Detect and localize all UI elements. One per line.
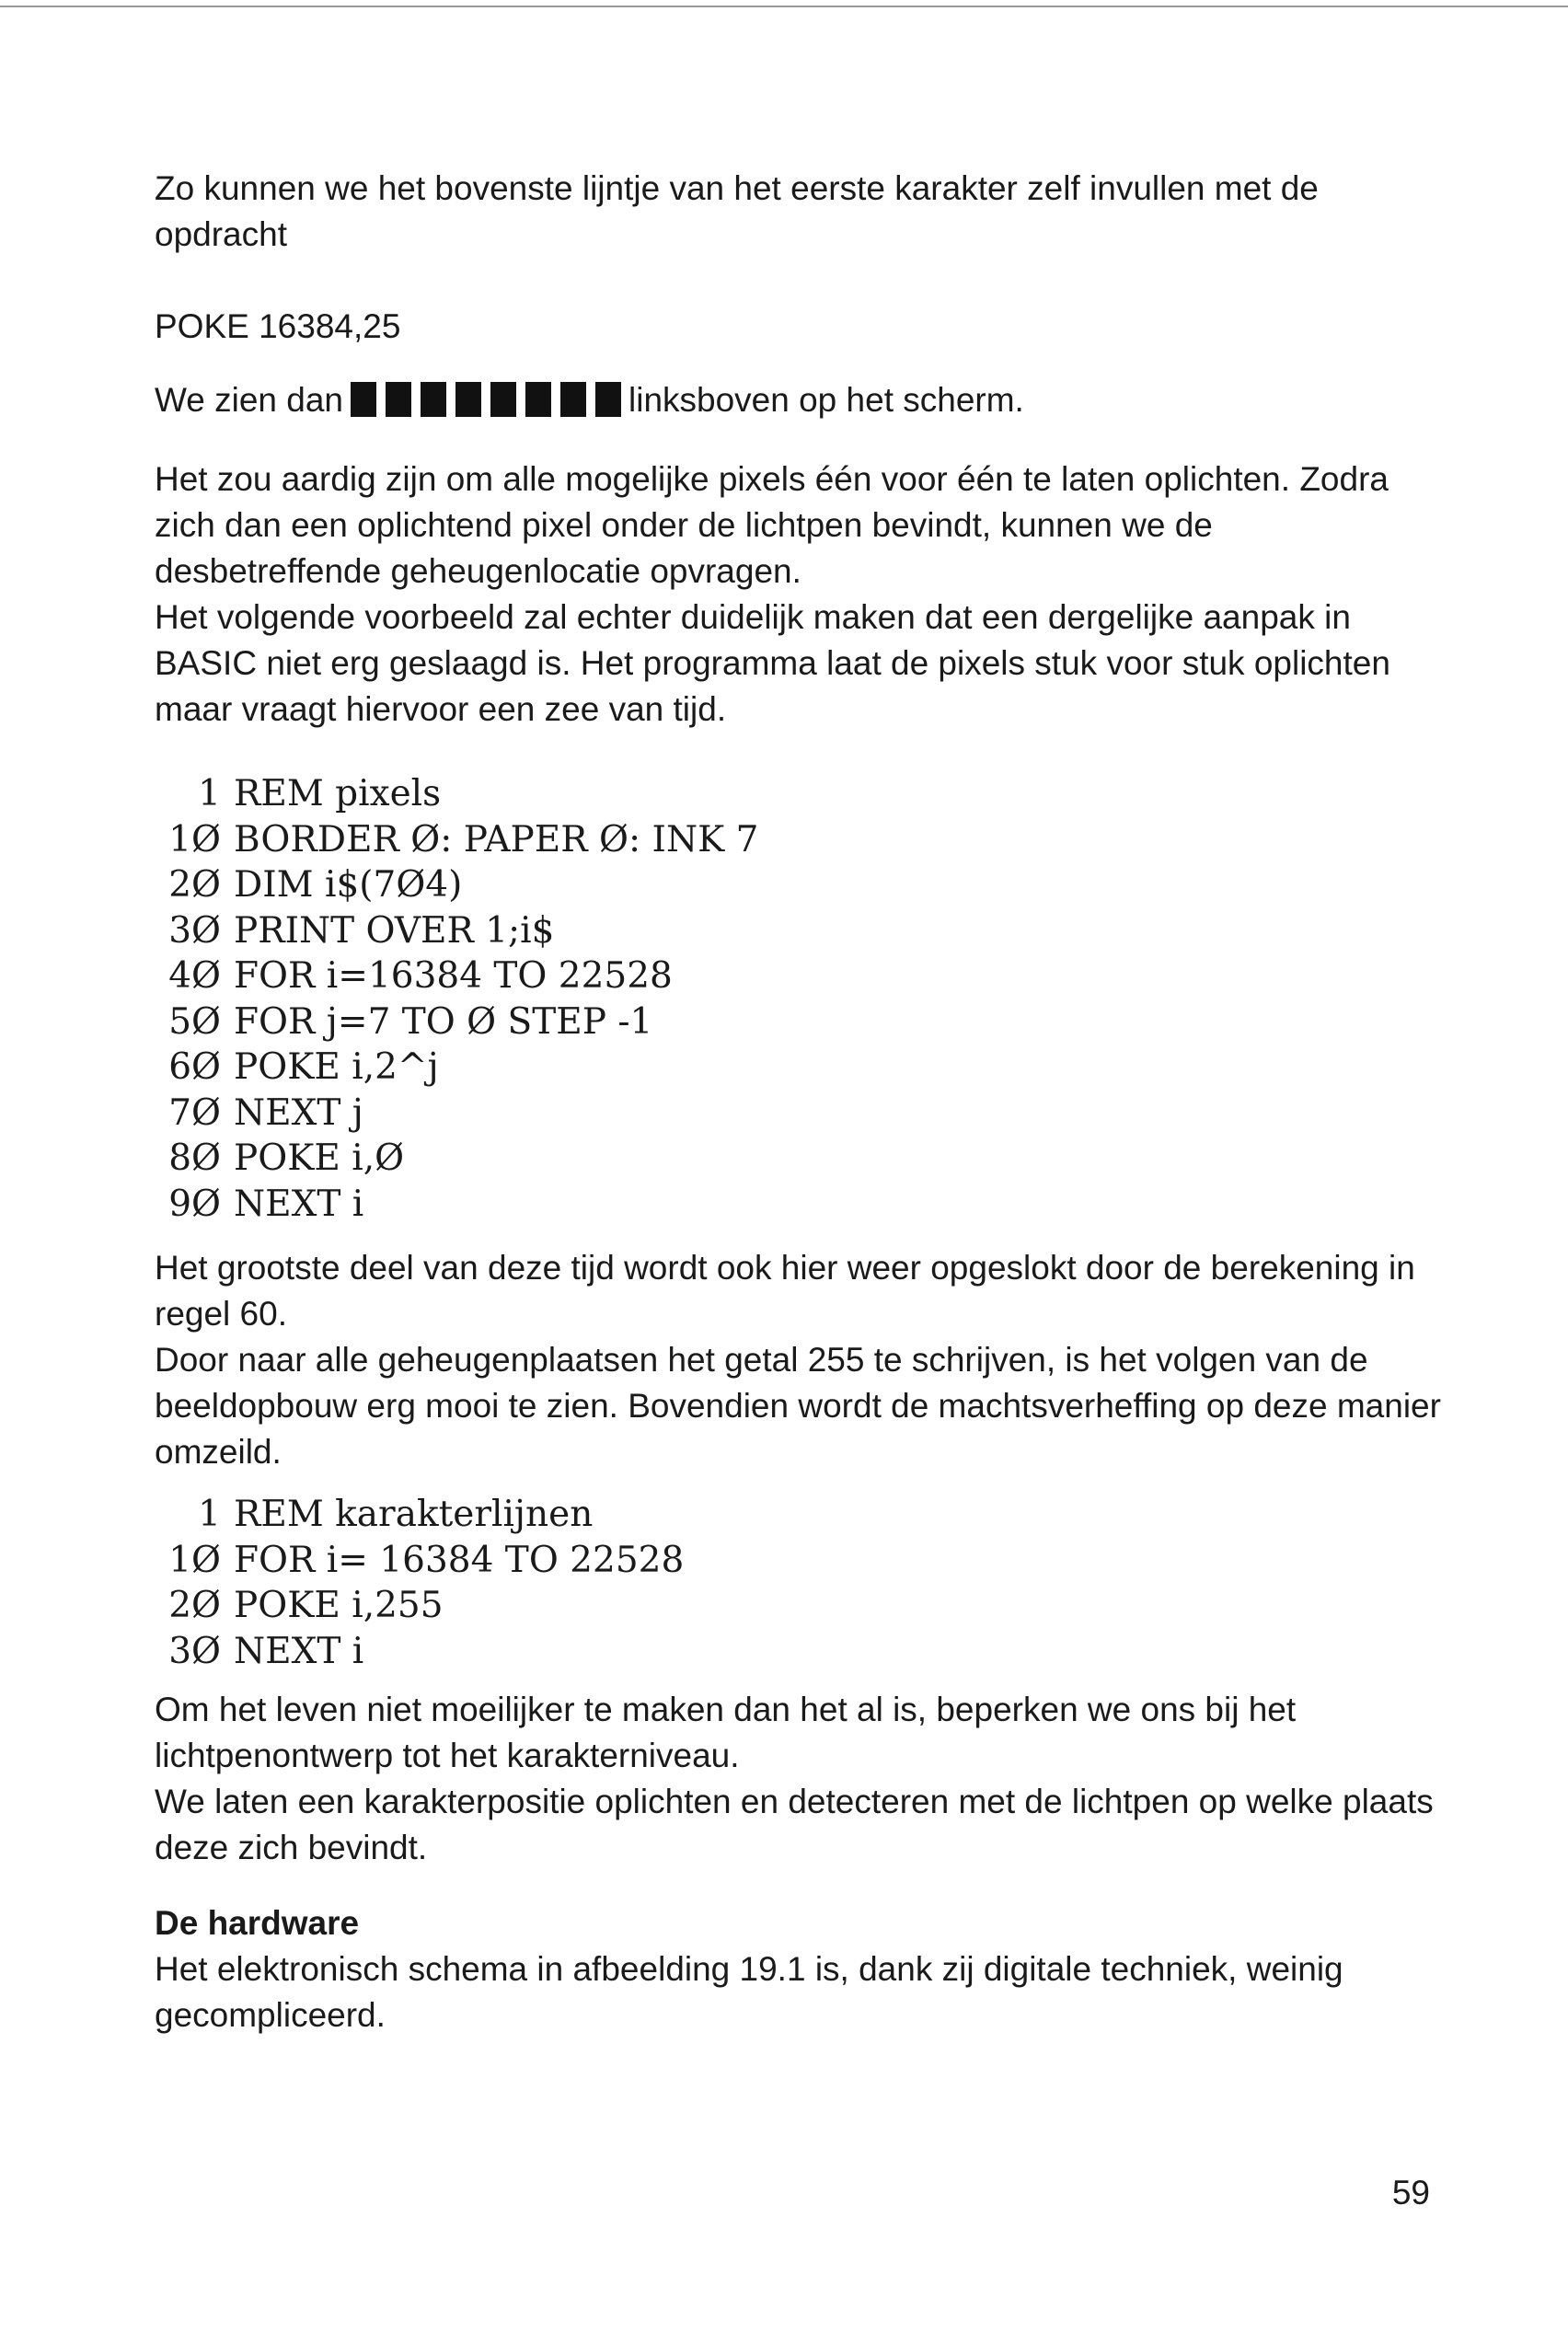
paragraph-intro: Zo kunnen we het bovenste lijntje van het eerste karakter zelf invullen met de opdracht [155,169,1319,253]
code-text: FOR i=16384 TO 22528 [234,955,673,997]
line-number: 2Ø [168,864,221,906]
paragraph-255: Door naar alle geheugenplaatsen het getal 255 te schrijven, is het volgen van de beeldopbouw erg mooi te zien. Bovendien wordt de machtsverheffing op deze manier omzeild. [155,1341,1441,1471]
pixel-block [490,382,516,417]
code-line [162,1492,1443,1538]
code-text: NEXT i [234,1630,364,1672]
line-number: 8Ø [168,1137,221,1179]
top-rule [0,6,1568,7]
paragraph-regel-60: Het grootste deel van deze tijd wordt ook hier weer opgeslokt door de berekening in regel 60. [155,1249,1415,1333]
code-line [162,1538,1443,1584]
code-text: REM pixels [234,773,442,814]
line-number: 3Ø [168,909,221,952]
paragraph-we-zien [155,377,1443,429]
pixel-block [455,382,481,417]
paragraph-basic: Het volgende voorbeeld zal echter duidelijk maken dat een dergelijke aanpak in BASIC niet erg geslaagd is. Het programma laat de pixels stuk voor stuk oplichten maar vraagt hiervoor een zee van tijd. [155,598,1390,728]
line-number: 1 [198,773,221,814]
code-line [162,771,1443,817]
code-text: POKE i,2^j [234,1046,439,1088]
linksboven-text: linksboven op het scherm. [628,381,1024,419]
line-number: 1Ø [168,1539,221,1581]
code-text: NEXT i [234,1183,364,1225]
code-line [162,817,1443,863]
code-line [162,1136,1443,1182]
pixel-blocks [351,382,621,429]
code-text: DIM i$(7Ø4) [234,864,463,906]
pixel-block [421,382,446,417]
paragraph-karakterpositie: We laten een karakterpositie oplichten en detecteren met de lichtpen op welke plaats deze zich bevindt. [155,1783,1434,1866]
pixel-block [560,382,586,417]
line-number: 3Ø [168,1630,221,1672]
line-number: 6Ø [168,1046,221,1088]
line-number: 7Ø [168,1091,221,1134]
line-number: 2Ø [168,1585,221,1626]
code-listing-karakterlijnen [155,1492,1443,1674]
page-body [155,166,1443,2038]
code-text: POKE i,255 [234,1585,444,1626]
code-line [162,999,1443,1045]
code-text: POKE i,Ø [234,1137,405,1179]
we-zien-text: We zien dan [155,381,343,419]
line-number: 5Ø [168,1000,221,1043]
pixel-block [351,382,376,417]
code-listing-pixels [155,771,1443,1227]
code-line [162,1583,1443,1629]
pixel-block [386,382,411,417]
line-number: 9Ø [168,1183,221,1225]
code-text: PRINT OVER 1;i$ [234,909,555,952]
code-line [162,862,1443,908]
code-text: NEXT j [234,1091,363,1134]
paragraph-pixels: Het zou aardig zijn om alle mogelijke pixels één voor één te laten oplichten. Zodra zich dan een oplichtend pixel onder de lichtpen bevindt, kunnen we de desbetreffende geheugenlocatie opvragen. [155,460,1389,590]
line-number: 1Ø [168,818,221,860]
code-line [162,1182,1443,1228]
code-line [162,908,1443,954]
code-text: FOR i= 16384 TO 22528 [234,1539,685,1581]
pixel-block [595,382,621,417]
code-text: REM karakterlijnen [234,1494,594,1535]
code-text: FOR j=7 TO Ø STEP -1 [234,1000,653,1043]
code-line [162,953,1443,999]
poke-command: POKE 16384,25 [155,307,401,345]
code-text: BORDER Ø: PAPER Ø: INK 7 [234,818,759,860]
heading-hardware: De hardware [155,1904,360,1942]
code-line [162,1629,1443,1675]
pixel-block [525,382,551,417]
code-line [162,1091,1443,1137]
line-number: 1 [198,1494,221,1535]
line-number: 4Ø [168,955,221,997]
paragraph-schema: Het elektronisch schema in afbeelding 19.1 is, dank zij digitale techniek, weinig gecompliceerd. [155,1950,1343,2034]
code-line [162,1045,1443,1091]
page-number: 59 [1391,2174,1430,2211]
paragraph-lichtpen: Om het leven niet moeilijker te maken dan het al is, beperken we ons bij het lichtpenontwerp tot het karakterniveau. [155,1691,1297,1774]
